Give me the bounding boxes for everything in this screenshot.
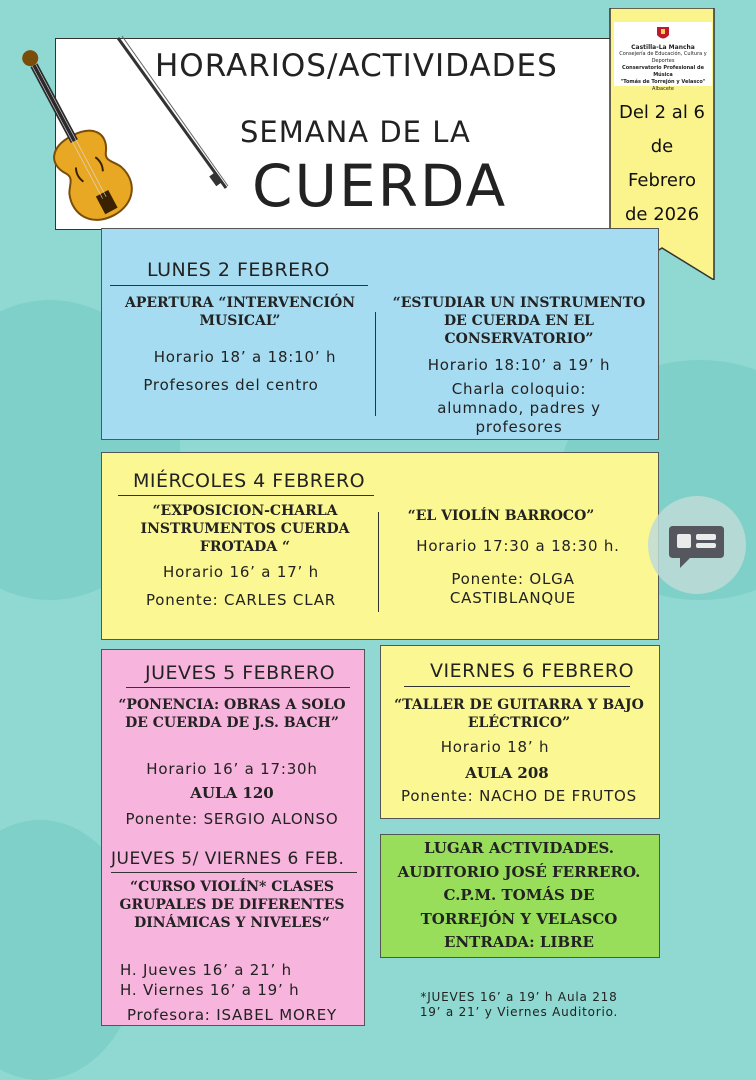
location-line-2: AUDITORIO JOSÉ FERRERO. bbox=[397, 863, 641, 881]
thursday-friday-time-2: H. Viernes 16’ a 19’ h bbox=[120, 981, 300, 999]
logo-text: Conservatorio Profesional de Música bbox=[622, 65, 704, 78]
friday-event-room: AULA 208 bbox=[465, 764, 549, 782]
location-line-4: TORREJÓN Y VELASCO bbox=[420, 910, 618, 928]
location-line-1: LUGAR ACTIVIDADES. bbox=[424, 839, 614, 857]
friday-heading: VIERNES 6 FEBRERO bbox=[430, 660, 635, 682]
friday-event-who: Ponente: NACHO DE FRUTOS bbox=[401, 787, 637, 805]
wednesday-event-a-time: Horario 16’ a 17’ h bbox=[162, 563, 319, 581]
page-title: HORARIOS/ACTIVIDADES bbox=[155, 48, 558, 84]
wednesday-event-a-title: “EXPOSICION-CHARLA INSTRUMENTOS CUERDA FROTADA “ bbox=[140, 503, 350, 555]
logo-text: "Tomás de Torrejón y Velasco" bbox=[620, 79, 706, 85]
page-heading-cuerda: CUERDA bbox=[252, 152, 508, 220]
chat-icon bbox=[648, 496, 746, 594]
thursday-friday-who: Profesora: ISABEL MOREY bbox=[126, 1006, 338, 1024]
thursday-friday-heading: JUEVES 5/ VIERNES 6 FEB. bbox=[111, 849, 345, 869]
date-line: Del 2 al 6 bbox=[618, 102, 706, 123]
footnote-line-1: *JUEVES 16’ a 19’ h Aula 218 bbox=[420, 990, 618, 1004]
divider bbox=[110, 285, 368, 286]
friday-event-time: Horario 18’ h bbox=[440, 738, 550, 756]
date-line: Febrero bbox=[628, 170, 696, 191]
thursday-event-time: Horario 16’ a 17:30h bbox=[146, 760, 318, 778]
divider bbox=[404, 686, 630, 687]
location-line-5: ENTRADA: LIBRE bbox=[444, 933, 594, 951]
logo-text: Consejería de Educación, Cultura y Deportes bbox=[619, 51, 707, 64]
logo-text: Albacete bbox=[652, 86, 674, 92]
monday-event-b-title: “ESTUDIAR UN INSTRUMENTO DE CUERDA EN EL CONSERVATORIO” bbox=[392, 295, 646, 347]
date-line: de bbox=[650, 136, 674, 157]
thursday-friday-time-1: H. Jueves 16’ a 21’ h bbox=[120, 961, 292, 979]
wednesday-event-b-who: Ponente: OLGA CASTIBLANQUE bbox=[449, 570, 577, 607]
page-subtitle: SEMANA DE LA bbox=[240, 115, 471, 149]
divider bbox=[375, 312, 376, 416]
monday-event-a-title: APERTURA “INTERVENCIÓN MUSICAL” bbox=[124, 295, 356, 329]
violin-icon bbox=[0, 10, 240, 250]
monday-event-b-time: Horario 18:10’ a 19’ h bbox=[427, 356, 611, 374]
logo-text: Castilla-La Mancha bbox=[631, 44, 695, 51]
crest-icon bbox=[656, 26, 670, 42]
monday-event-a-time: Horario 18’ a 18:10’ h bbox=[153, 348, 337, 366]
thursday-event-title: “PONENCIA: OBRAS A SOLO DE CUERDA DE J.S. BACH” bbox=[118, 697, 346, 731]
location-line-3: C.P.M. TOMÁS DE bbox=[443, 886, 595, 904]
thursday-heading: JUEVES 5 FEBRERO bbox=[145, 662, 336, 684]
thursday-event-who: Ponente: SERGIO ALONSO bbox=[125, 810, 339, 828]
divider bbox=[118, 495, 374, 496]
footnote-line-2: 19’ a 21’ y Viernes Auditorio. bbox=[419, 1005, 619, 1019]
wednesday-event-a-who: Ponente: CARLES CLAR bbox=[145, 591, 336, 609]
monday-heading: LUNES 2 FEBRERO bbox=[147, 259, 330, 281]
friday-event-title: “TALLER DE GUITARRA Y BAJO ELÉCTRICO” bbox=[394, 697, 644, 731]
monday-event-b-who: Charla coloquio: alumnado, padres y profesores bbox=[437, 380, 601, 436]
divider bbox=[126, 687, 350, 688]
chat-button[interactable] bbox=[648, 496, 746, 594]
thursday-friday-event-title: “CURSO VIOLÍN* CLASES GRUPALES DE DIFERENTES DINÁMICAS Y NIVELES“ bbox=[119, 879, 345, 931]
school-logo bbox=[614, 22, 712, 92]
divider bbox=[111, 872, 357, 873]
monday-event-a-who: Profesores del centro bbox=[143, 376, 319, 394]
wednesday-event-b-title: “EL VIOLÍN BARROCO” bbox=[407, 508, 595, 524]
divider bbox=[378, 512, 379, 612]
date-range bbox=[612, 96, 712, 232]
date-line: de 2026 bbox=[624, 204, 700, 225]
wednesday-event-b-time: Horario 17:30 a 18:30 h. bbox=[416, 537, 620, 555]
wednesday-heading: MIÉRCOLES 4 FEBRERO bbox=[133, 470, 366, 492]
thursday-event-room: AULA 120 bbox=[190, 784, 274, 802]
